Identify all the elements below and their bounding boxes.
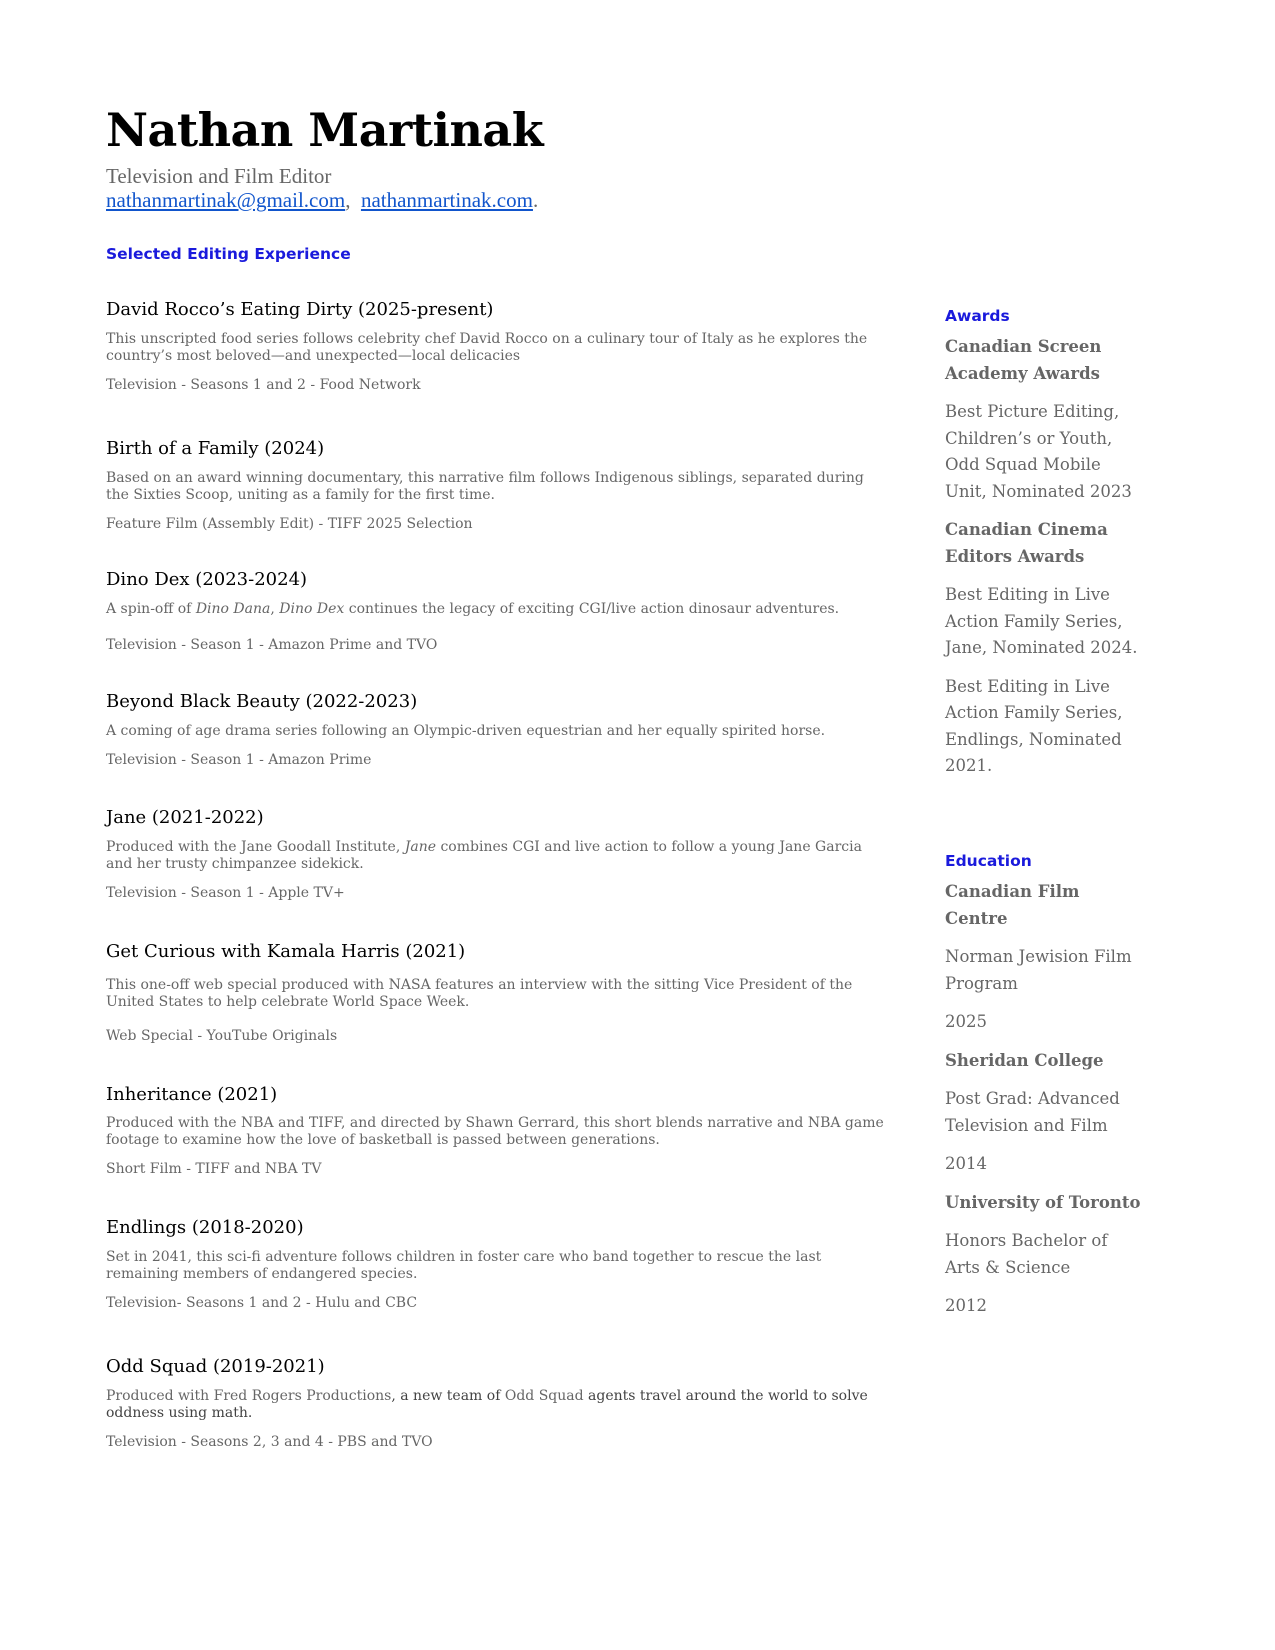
award-item: Best Editing in Live Action Family Series, Jane, Nominated 2024. (945, 585, 1138, 657)
job-meta: Television - Seasons 2, 3 and 4 - PBS and TVO (106, 1434, 433, 1450)
job-entry (106, 806, 886, 902)
job-description: A coming of age drama series following an Olympic-driven equestrian and her equally spirited horse. (106, 723, 826, 739)
graduation-year: 2025 (945, 1012, 987, 1031)
job-description (106, 1388, 886, 1422)
job-description: This unscripted food series follows celebrity chef David Rocco on a culinary tour of Italy as he explores the country’s most beloved—and unexpected—local delicacies (106, 331, 868, 364)
program-name: Post Grad: Advanced Television and Film (945, 1089, 1120, 1135)
job-description: Produced with the NBA and TIFF, and directed by Shawn Gerrard, this short blends narrative and NBA game footage to examine how the love of basketball is passed between generations. (106, 1115, 884, 1148)
job-description (106, 601, 886, 618)
job-entry (106, 1355, 886, 1451)
job-meta: Web Special - YouTube Originals (106, 1028, 338, 1044)
contact-line (106, 188, 866, 212)
job-meta: Television - Season 1 - Amazon Prime (106, 752, 372, 768)
job-entry (106, 298, 886, 394)
job-title: Inheritance (2021) (106, 1084, 278, 1105)
job-title: Get Curious with Kamala Harris (2021) (106, 941, 466, 962)
email-link[interactable]: nathanmartinak@gmail.com (106, 188, 346, 212)
job-title: Dino Dex (2023-2024) (106, 569, 308, 590)
graduation-year: 2012 (945, 1296, 987, 1315)
job-entry (106, 1083, 886, 1178)
job-description: This one-off web special produced with NASA features an interview with the sitting Vice President of the United States to help celebrate World Space Week. (106, 977, 853, 1010)
job-entry (106, 940, 886, 1045)
program-name: Norman Jewision Film Program (945, 947, 1132, 993)
job-meta: Television - Seasons 1 and 2 - Food Network (106, 377, 421, 393)
job-entry (106, 1216, 886, 1312)
job-title: Endlings (2018-2020) (106, 1217, 304, 1238)
desc-text: Odd Squad (504, 1388, 584, 1404)
desc-text: Produced with the Jane Goodall Institute, (106, 839, 405, 855)
job-title: David Rocco’s Eating Dirty (2025-present) (106, 299, 494, 320)
job-description: Set in 2041, this sci-fi adventure follows children in foster care who band together to rescue the last remaining members of endangered species. (106, 1249, 822, 1282)
school-name: University of Toronto (945, 1192, 1141, 1212)
desc-text: agents travel around the world to solve oddness using math. (106, 1388, 868, 1421)
education-section (945, 852, 1145, 1320)
job-title: Odd Squad (2019-2021) (106, 1356, 325, 1377)
job-entry (106, 568, 886, 654)
program-name: Honors Bachelor of Arts & Science (945, 1231, 1108, 1277)
desc-text: , a new team of (391, 1388, 505, 1404)
job-meta: Short Film - TIFF and NBA TV (106, 1161, 322, 1177)
website-link[interactable]: nathanmartinak.com (360, 188, 533, 212)
show-title-italic: Dino Dex (279, 601, 345, 617)
desc-text: A spin-off of (106, 601, 196, 617)
desc-text: combines CGI and live action to follow a young Jane Garcia and her trusty chimpanzee sidekick. (106, 839, 862, 872)
job-title: Jane (2021-2022) (106, 807, 264, 828)
contact-trailing: . (532, 188, 539, 212)
award-item: Best Picture Editing, Children’s or Youth, Odd Squad Mobile Unit, Nominated 2023 (945, 402, 1132, 501)
job-entry (106, 437, 886, 533)
awards-section (945, 307, 1145, 780)
graduation-year: 2014 (945, 1154, 987, 1173)
award-organization: Canadian Cinema Editors Awards (945, 520, 1108, 566)
desc-text: Produced with Fred Rogers Productions (106, 1388, 392, 1404)
job-meta: Feature Film (Assembly Edit) - TIFF 2025 Selection (106, 516, 473, 532)
experience-heading: Selected Editing Experience (106, 245, 351, 263)
job-meta: Television- Seasons 1 and 2 - Hulu and CBC (106, 1295, 418, 1311)
job-description (106, 839, 886, 873)
school-name: Sheridan College (945, 1050, 1104, 1070)
show-title-italic: Jane (404, 839, 437, 855)
awards-heading: Awards (945, 307, 1010, 325)
job-title: Birth of a Family (2024) (106, 438, 325, 459)
desc-text: continues the legacy of exciting CGI/live action dinosaur adventures. (344, 601, 840, 617)
job-meta: Television - Season 1 - Apple TV+ (106, 885, 345, 901)
job-meta: Television - Season 1 - Amazon Prime and TVO (106, 637, 438, 653)
job-description: Based on an award winning documentary, this narrative film follows Indigenous siblings, separated during the Sixties Scoop, uniting as a family for the first time. (106, 470, 864, 503)
desc-text: , (270, 601, 280, 617)
education-heading: Education (945, 852, 1032, 870)
job-title: Beyond Black Beauty (2022-2023) (106, 691, 418, 712)
candidate-name: Nathan Martinak (106, 103, 544, 157)
show-title-italic: Dino Dana (195, 601, 271, 617)
resume-header (106, 96, 866, 212)
award-item: Best Editing in Live Action Family Series, Endlings, Nominated 2021. (945, 676, 1123, 775)
contact-separator: , (345, 188, 351, 212)
candidate-title: Television and Film Editor (106, 164, 332, 188)
job-entry (106, 690, 886, 769)
award-organization: Canadian Screen Academy Awards (945, 337, 1102, 383)
school-name: Canadian Film Centre (945, 882, 1080, 928)
